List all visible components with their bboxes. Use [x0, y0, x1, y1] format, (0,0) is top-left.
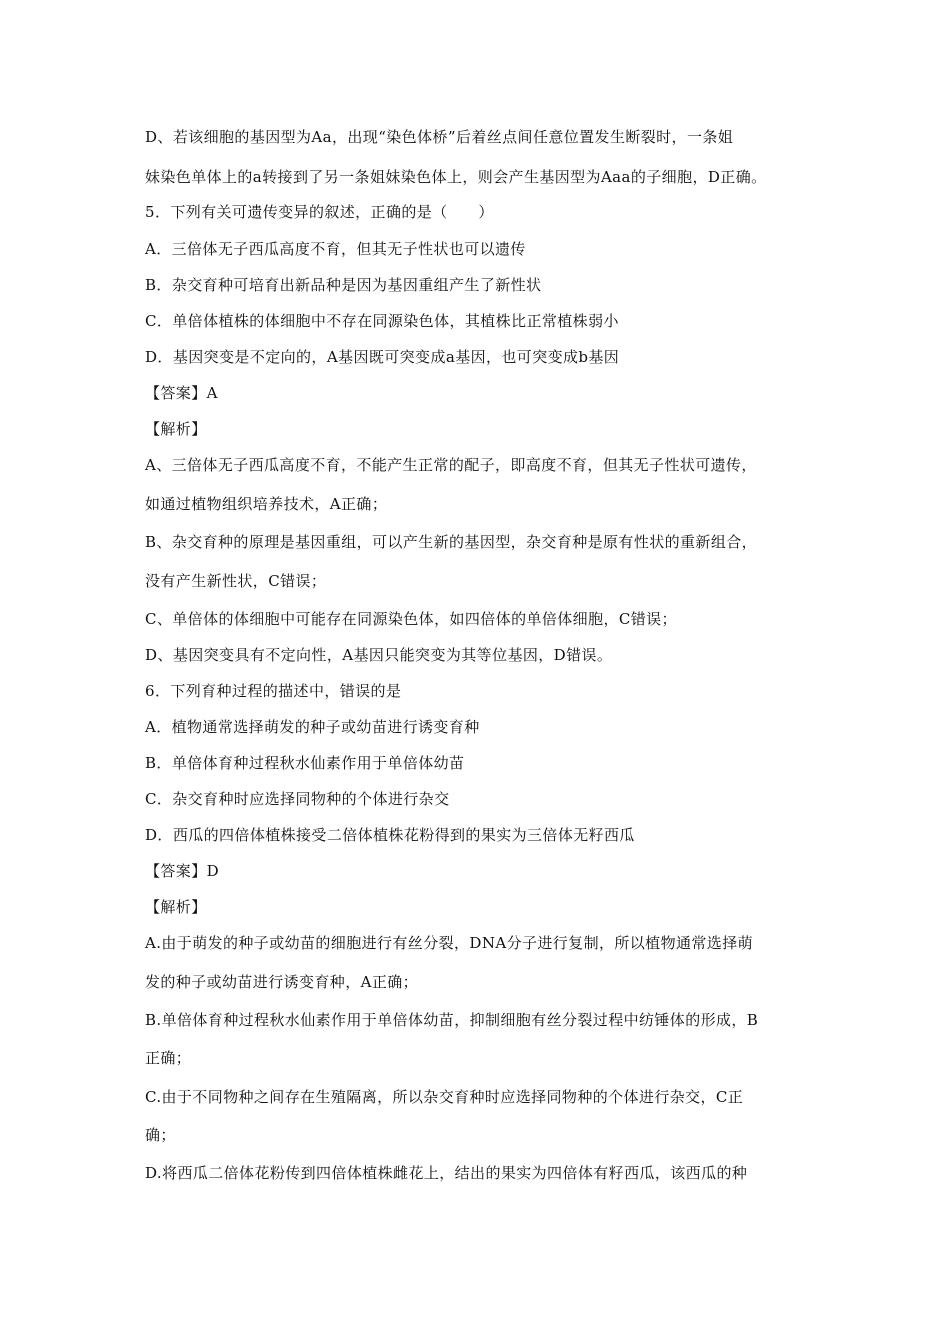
question-6-stem: 6．下列育种过程的描述中，错误的是 [145, 682, 402, 700]
text-line: D、若该细胞的基因型为Aa，出现“染色体桥”后着丝点间任意位置发生断裂时，一条姐 [145, 128, 734, 146]
text-line: 妹染色单体上的a转接到了另一条姐妹染色体上，则会产生基因型为Aaa的子细胞，D正确。 [145, 168, 767, 186]
analysis-line: B、杂交育种的原理是基因重组，可以产生新的基因型，杂交育种是原有性状的重新组合， [145, 533, 758, 551]
analysis-line: 如通过植物组织培养技术，A正确； [145, 495, 388, 513]
analysis-line: D、基因突变具有不定向性，A基因只能突变为其等位基因，D错误。 [145, 646, 613, 664]
analysis-line: B.单倍体育种过程秋水仙素作用于单倍体幼苗，抑制细胞有丝分裂过程中纺锤体的形成，B [145, 1011, 759, 1029]
analysis-line: C.由于不同物种之间存在生殖隔离，所以杂交育种时应选择同物种的个体进行杂交，C正 [145, 1088, 744, 1106]
option-d: D．西瓜的四倍体植株接受二倍体植株花粉得到的果实为三倍体无籽西瓜 [145, 826, 635, 844]
analysis-line: D.将西瓜二倍体花粉传到四倍体植株雌花上，结出的果实为四倍体有籽西瓜，该西瓜的种 [145, 1164, 748, 1182]
option-b: B．杂交育种可培育出新品种是因为基因重组产生了新性状 [145, 276, 542, 294]
question-5-stem: 5．下列有关可遗传变异的叙述，正确的是（ ） [145, 203, 494, 221]
analysis-line: 没有产生新性状，C错误； [145, 572, 327, 590]
analysis-label: 【解析】 [145, 898, 207, 916]
option-a: A．植物通常选择萌发的种子或幼苗进行诱变育种 [145, 718, 480, 736]
analysis-line: A、三倍体无子西瓜高度不育，不能产生正常的配子，即高度不育，但其无子性状可遗传， [145, 456, 757, 474]
answer-label: 【答案】A [145, 384, 218, 402]
option-c: C．单倍体植株的体细胞中不存在同源染色体，其植株比正常植株弱小 [145, 312, 619, 330]
option-c: C．杂交育种时应选择同物种的个体进行杂交 [145, 790, 450, 808]
analysis-line: 正确； [145, 1049, 192, 1067]
option-b: B．单倍体育种过程秋水仙素作用于单倍体幼苗 [145, 754, 465, 772]
option-a: A．三倍体无子西瓜高度不育，但其无子性状也可以遗传 [145, 240, 526, 258]
answer-label: 【答案】D [145, 862, 220, 880]
analysis-line: 确； [145, 1126, 176, 1144]
analysis-line: A.由于萌发的种子或幼苗的细胞进行有丝分裂，DNA分子进行复制，所以植物通常选择萌 [145, 934, 753, 952]
analysis-line: C、单倍体的体细胞中可能存在同源染色体，如四倍体的单倍体细胞，C错误； [145, 610, 677, 628]
analysis-label: 【解析】 [145, 420, 207, 438]
analysis-line: 发的种子或幼苗进行诱变育种，A正确； [145, 973, 419, 991]
option-d: D．基因突变是不定向的，A基因既可突变成a基因，也可突变成b基因 [145, 348, 620, 366]
